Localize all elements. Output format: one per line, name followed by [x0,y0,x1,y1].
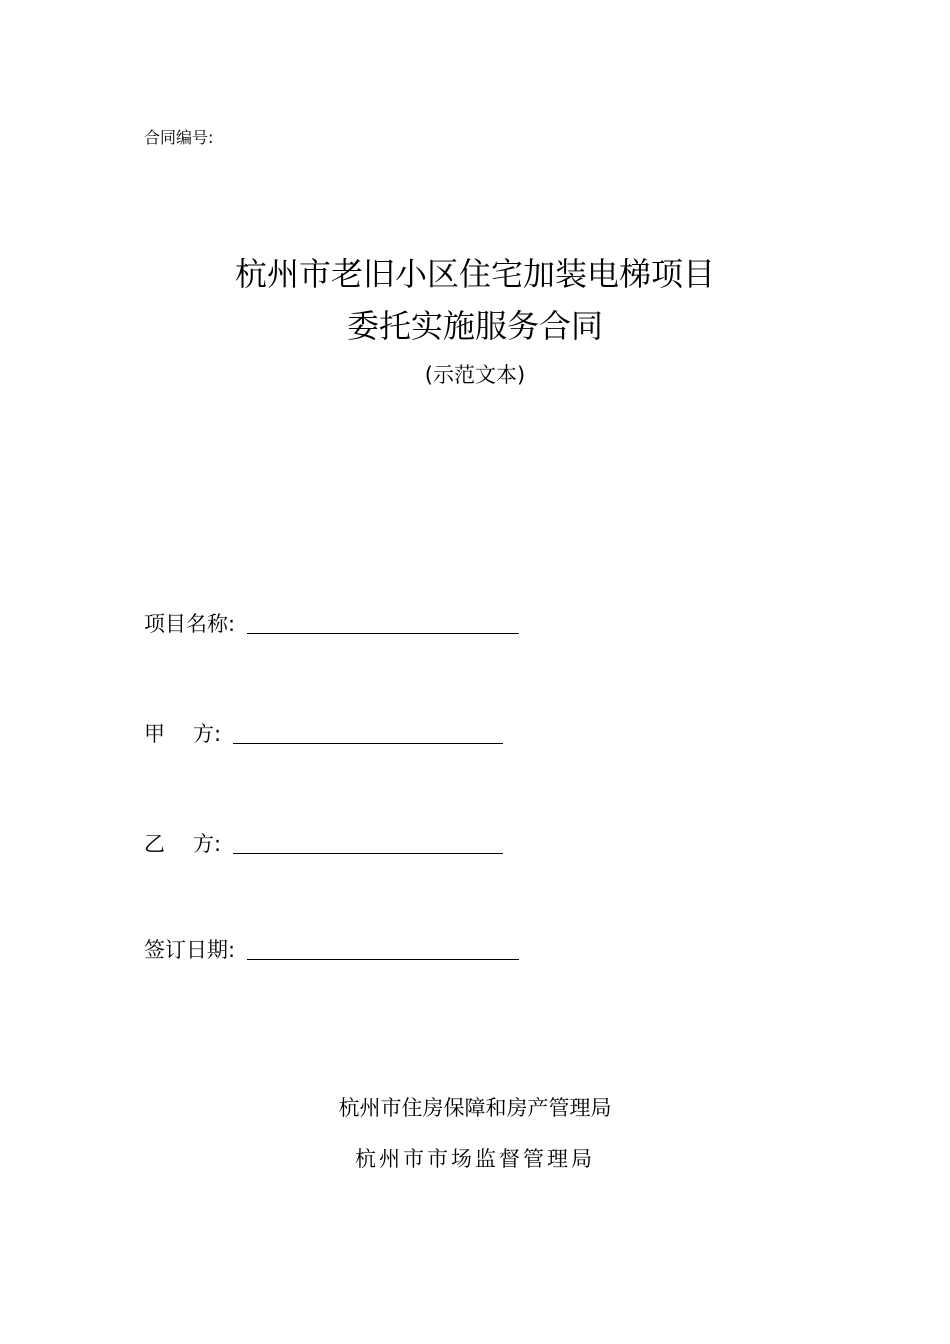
party-b-label [144,830,221,858]
document-title-line-1: 杭州市老旧小区住宅加装电梯项目 [234,255,715,293]
signing-date-blank-line [247,959,519,960]
project-name-blank-line [247,633,519,634]
issuer-housing-bureau: 杭州市住房保障和房产管理局 [338,1096,612,1120]
signing-date-field [144,936,519,964]
document-title-line-2: 委托实施服务合同 [346,307,603,345]
party-a-label-char-1: 甲 [144,722,165,746]
party-a-label [144,720,221,748]
document-subtitle: (示范文本) [424,363,526,387]
party-b-field [144,830,503,858]
project-name-label: 项目名称: [144,612,236,636]
party-b-blank-line [233,853,503,854]
party-b-label-char-2: 方: [193,832,222,856]
signing-date-label: 签订日期: [144,938,236,962]
party-a-field [144,720,503,748]
project-name-field [144,610,519,638]
issuer-market-supervision-bureau: 杭州市市场监督管理局 [355,1147,595,1171]
contract-number-label: 合同编号: [144,128,214,147]
party-a-label-char-2: 方: [193,722,222,746]
party-b-label-char-1: 乙 [144,832,165,856]
party-a-blank-line [233,743,503,744]
